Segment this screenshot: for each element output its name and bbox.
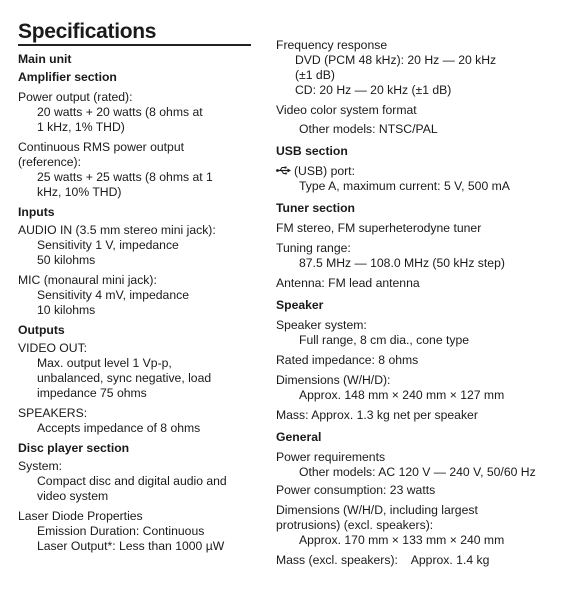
- antenna-spec: [276, 276, 566, 291]
- spec-value: Type A, maximum current: 5 V, 500 mA: [299, 179, 510, 193]
- unit-mass-spec: [276, 553, 566, 568]
- spec-value: FM stereo, FM superheterodyne tuner: [276, 221, 482, 235]
- power-consumption-spec: [276, 483, 566, 498]
- spec-label: Video color system format: [276, 103, 417, 117]
- spec-value: Mass: Approx. 1.3 kg net per speaker: [276, 408, 478, 422]
- spec-value: Laser Output*: Less than 1000 µW: [37, 539, 225, 553]
- speaker-mass-spec: [276, 408, 566, 423]
- mic-spec: [18, 273, 263, 318]
- spec-value: video system: [37, 489, 109, 503]
- spec-value: impedance 75 ohms: [37, 386, 147, 400]
- spec-value: Other models: NTSC/PAL: [299, 122, 438, 136]
- laser-spec: [18, 509, 263, 554]
- spec-value: DVD (PCM 48 kHz): 20 Hz — 20 kHz: [295, 53, 497, 67]
- page-title: Specifications: [18, 20, 157, 43]
- disc-player-heading: Disc player section: [18, 441, 130, 455]
- usb-icon: [276, 164, 291, 173]
- general-heading: General: [276, 430, 322, 444]
- spec-value: Max. output level 1 Vp-p,: [37, 356, 172, 370]
- spec-label: Power output (rated):: [18, 90, 133, 104]
- rms-power-output: [18, 140, 263, 200]
- spec-value: Power consumption: 23 watts: [276, 483, 436, 497]
- spec-label: protrusions) (excl. speakers):: [276, 518, 434, 532]
- usb-heading: USB section: [276, 144, 348, 158]
- spec-label: System:: [18, 459, 63, 473]
- speaker-dimensions-spec: [276, 373, 566, 403]
- speaker-system-spec: [276, 318, 566, 348]
- spec-value: Antenna: FM lead antenna: [276, 276, 420, 290]
- spec-value: Sensitivity 1 V, impedance: [37, 238, 179, 252]
- spec-label: Dimensions (W/H/D, including largest: [276, 503, 478, 517]
- amplifier-heading: Amplifier section: [18, 70, 117, 84]
- spec-value: Approx. 148 mm × 240 mm × 127 mm: [299, 388, 505, 402]
- usb-port-spec: [276, 164, 566, 194]
- tuning-range-spec: [276, 241, 566, 271]
- rated-impedance-spec: [276, 353, 566, 368]
- spec-value: 20 watts + 20 watts (8 ohms at: [37, 105, 203, 119]
- power-output-rated: [18, 90, 263, 135]
- spec-value: Full range, 8 cm dia., cone type: [299, 333, 470, 347]
- spec-label: SPEAKERS:: [18, 406, 88, 420]
- video-out-spec: [18, 341, 263, 401]
- outputs-heading: Outputs: [18, 323, 65, 337]
- spec-value: Accepts impedance of 8 ohms: [37, 421, 201, 435]
- inputs-heading: Inputs: [18, 205, 55, 219]
- spec-value: unbalanced, sync negative, load: [37, 371, 212, 385]
- spec-label: MIC (monaural mini jack):: [18, 273, 157, 287]
- spec-value: 1 kHz, 1% THD): [37, 120, 125, 134]
- spec-value: Other models: AC 120 V — 240 V, 50/60 Hz: [299, 465, 536, 479]
- spec-value: (±1 dB): [295, 68, 335, 82]
- spec-value: Compact disc and digital audio and: [37, 474, 227, 488]
- spec-value: Rated impedance: 8 ohms: [276, 353, 419, 367]
- spec-label: Speaker system:: [276, 318, 367, 332]
- spec-value: Approx. 170 mm × 133 mm × 240 mm: [299, 533, 505, 547]
- usb-port-label-row: [276, 164, 566, 179]
- spec-label: Continuous RMS power output: [18, 140, 184, 154]
- system-spec: [18, 459, 263, 504]
- spec-value: Emission Duration: Continuous: [37, 524, 205, 538]
- spec-label: Laser Diode Properties: [18, 509, 143, 523]
- spec-label: (USB) port:: [294, 164, 355, 178]
- spec-value: Mass (excl. speakers): Approx. 1.4 kg: [276, 553, 490, 567]
- spec-label: AUDIO IN (3.5 mm stereo mini jack):: [18, 223, 216, 237]
- title-underline: [18, 44, 251, 46]
- left-column: [18, 52, 263, 554]
- spec-label: Power requirements: [276, 450, 386, 464]
- spec-value: kHz, 10% THD): [37, 185, 122, 199]
- spec-value: 50 kilohms: [37, 253, 96, 267]
- audio-in-spec: [18, 223, 263, 268]
- spec-label: Tuning range:: [276, 241, 351, 255]
- tuner-type-spec: [276, 221, 566, 236]
- right-column: [276, 38, 566, 568]
- spec-label: (reference):: [18, 155, 81, 169]
- power-requirements-spec: [276, 450, 566, 480]
- spec-value: 87.5 MHz — 108.0 MHz (50 kHz step): [299, 256, 505, 270]
- spec-label: VIDEO OUT:: [18, 341, 88, 355]
- unit-dimensions-spec: [276, 503, 566, 548]
- spec-value: 10 kilohms: [37, 303, 96, 317]
- speaker-heading: Speaker: [276, 298, 324, 312]
- frequency-response-spec: [276, 38, 566, 98]
- spec-label: Frequency response: [276, 38, 388, 52]
- tuner-heading: Tuner section: [276, 201, 356, 215]
- spec-value: 25 watts + 25 watts (8 ohms at 1: [37, 170, 213, 184]
- video-color-spec: [276, 103, 566, 137]
- spec-value: CD: 20 Hz — 20 kHz (±1 dB): [295, 83, 452, 97]
- main-unit-heading: Main unit: [18, 52, 72, 66]
- speakers-spec: [18, 406, 263, 436]
- spec-value: Sensitivity 4 mV, impedance: [37, 288, 189, 302]
- spec-label: Dimensions (W/H/D):: [276, 373, 391, 387]
